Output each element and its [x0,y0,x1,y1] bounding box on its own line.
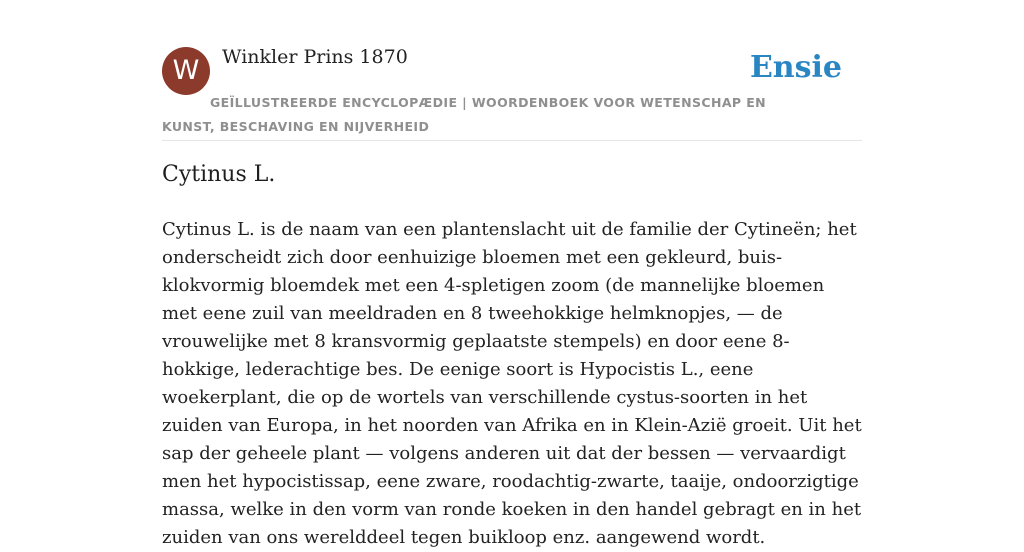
article-title: Cytinus L. [162,162,276,187]
source-subtitle: GEÏLLUSTREERDE ENCYCLOPÆDIE | WOORDENBOEK VOOR WETENSCHAP EN KUNST, BESCHAVING EN NIJVERHEID [162,95,767,134]
source-avatar[interactable]: W [162,47,210,95]
source-title[interactable]: Winkler Prins 1870 [222,46,408,68]
ensie-logo-link[interactable]: Ensie [749,50,842,85]
article-body: Cytinus L. is de naam van een plantenslacht uit de familie der Cytineën; het onderscheidt zich door eenhuizige bloemen met een gekleurd, buis-klokvormig bloemdek met een 4-spletigen zoom (de mannelijke bloemen met eene zuil van meeldraden en 8 tweehokkige helmknopjes, — de vrouwelijke met 8 kransvormig geplaatste stempels) en door eene 8-hokkige, lederachtige bes. De eenige soort is Hypocistis L., eene woekerplant, die op de wortels van verschillende cystus-soorten in het zuiden van Europa, in het noorden van Afrika en in Klein-Azië groeit. Uit het sap der geheele plant — volgens anderen uit dat der bessen — vervaardigt men het hypocistissap, eene zware, roodachtig-zwarte, taaije, ondoorzigtige massa, welke in den vorm van ronde koeken in den handel gebragt en in het zuiden van ons werelddeel tegen buikloop enz. aangewend wordt. [162,219,862,548]
header [162,46,862,141]
